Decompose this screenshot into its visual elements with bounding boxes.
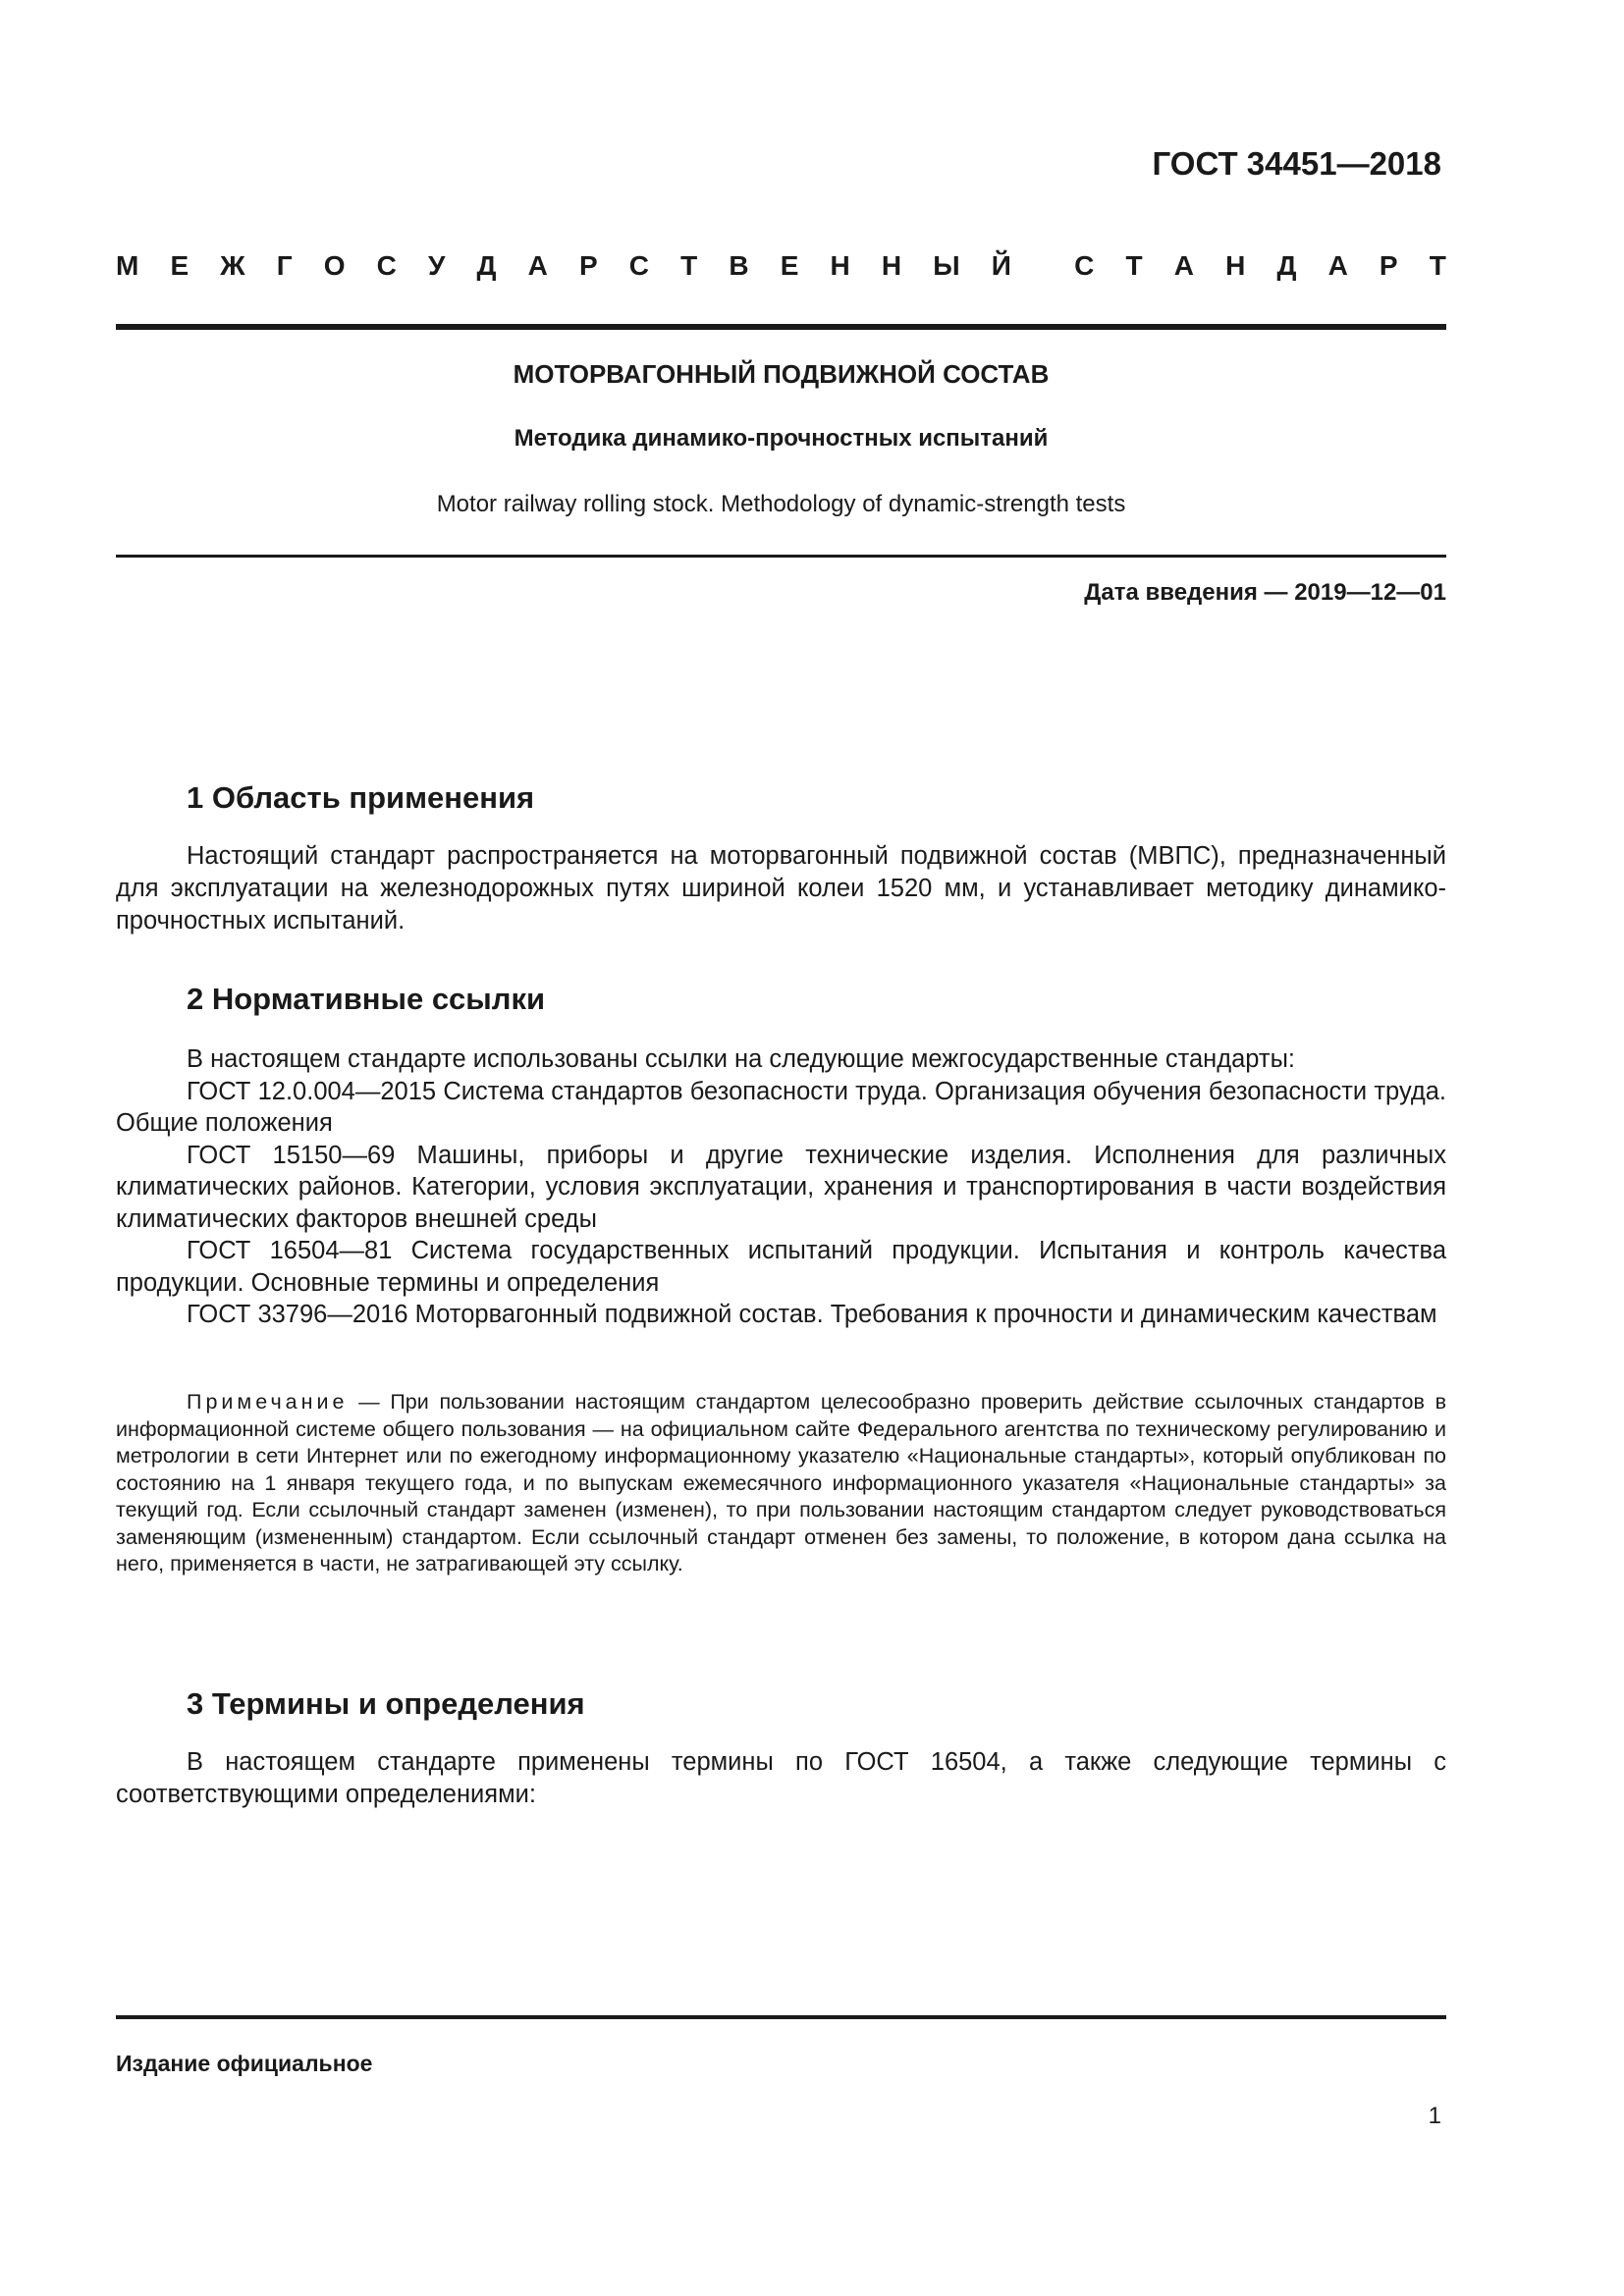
banner-letter: Й bbox=[991, 250, 1011, 281]
header-divider bbox=[116, 324, 1446, 330]
banner-letter: А bbox=[1327, 250, 1348, 281]
banner-letter: О bbox=[323, 250, 346, 281]
document-subtitle: Методика динамико-прочностных испытаний bbox=[514, 425, 1049, 452]
banner-letter: А bbox=[1173, 250, 1194, 281]
document-title-english: Motor railway rolling stock. Methodology of dynamic-strength tests bbox=[436, 491, 1126, 517]
section-1-heading: 1 Область применения bbox=[187, 780, 535, 815]
banner-letter: Ж bbox=[220, 250, 245, 281]
banner-letter: Г bbox=[276, 250, 293, 281]
banner-letter: Р bbox=[1379, 250, 1398, 281]
banner-letter: Д bbox=[1276, 250, 1297, 281]
normative-references-list bbox=[116, 1043, 1446, 1331]
document-title: МОТОРВАГОННЫЙ ПОДВИЖНОЙ СОСТАВ bbox=[513, 359, 1050, 389]
banner-letter: С bbox=[628, 250, 649, 281]
section-1-text: Настоящий стандарт распространяется на моторвагонный подвижной состав (МВПС), предназначенный для эксплуатации на железнодорожных путях шириной колеи 1520 мм, и устанавливает методику динамико-прочностных испытаний. bbox=[116, 842, 1446, 934]
banner-letter: С bbox=[1074, 250, 1095, 281]
footer-divider bbox=[116, 2015, 1446, 2019]
banner-letter: Е bbox=[170, 250, 189, 281]
references-intro: В настоящем стандарте использованы ссылки на следующие межгосударственные стандарты: bbox=[187, 1045, 1295, 1073]
banner-letter: М bbox=[116, 250, 139, 281]
banner-letter: Т bbox=[680, 250, 698, 281]
banner-letter: Н bbox=[1225, 250, 1246, 281]
reference-item: ГОСТ 16504—81 Система государственных испытаний продукции. Испытания и контроль качества продукции. Основные термины и определения bbox=[116, 1237, 1446, 1297]
edition-label: Издание официальное bbox=[116, 2051, 373, 2076]
document-number: ГОСТ 34451—2018 bbox=[1152, 145, 1441, 182]
banner-letter: Е bbox=[780, 250, 799, 281]
note-block bbox=[116, 1389, 1446, 1578]
section-3-text: В настоящем стандарте применены термины по ГОСТ 16504, а также следующие термины с соответствующими определениями: bbox=[116, 1748, 1446, 1808]
title-divider bbox=[116, 555, 1446, 558]
section-3-heading: 3 Термины и определения bbox=[187, 1686, 585, 1721]
reference-item: ГОСТ 33796—2016 Моторвагонный подвижной состав. Требования к прочности и динамическим качествам bbox=[187, 1301, 1437, 1328]
banner-letter: С bbox=[376, 250, 397, 281]
page-number: 1 bbox=[1428, 2103, 1441, 2129]
banner-letter: Н bbox=[830, 250, 850, 281]
reference-item: ГОСТ 15150—69 Машины, приборы и другие технические изделия. Исполнения для различных климатических районов. Категории, условия эксплуатации, хранения и транспортирования в части воздействия климатических факторов внешней среды bbox=[116, 1141, 1446, 1233]
section-2-heading: 2 Нормативные ссылки bbox=[187, 982, 546, 1016]
banner-letter: Р bbox=[578, 250, 598, 281]
note-label: Примечание bbox=[187, 1390, 349, 1414]
banner-letter: А bbox=[527, 250, 548, 281]
effective-date: Дата введения — 2019—12—01 bbox=[1084, 579, 1446, 606]
note-text: — При пользовании настоящим стандартом целесообразно проверить действие ссылочных стандартов в информационной системе общего пользования — на официальном сайте Федерального агентства по техническому регулированию и метрологии в сети Интернет или по ежегодному информационному указателю «Национальные стандарты», который опубликован по состоянию на 1 января текущего года, и по выпускам ежемесячного информационного указателя «Национальные стандарты» за текущий год. Если ссылочный стандарт заменен (изменен), то при пользовании настоящим стандартом следует руководствоваться заменяющим (измененным) стандартом. Если ссылочный стандарт отменен без замены, то положение, в котором дана ссылка на него, применяется в части, не затрагивающей эту ссылку. bbox=[116, 1390, 1446, 1575]
standard-type-banner bbox=[116, 250, 1446, 282]
banner-letter: Д bbox=[476, 250, 497, 281]
banner-letter: Н bbox=[881, 250, 902, 281]
banner-letter: Т bbox=[1125, 250, 1143, 281]
banner-letter: У bbox=[427, 250, 446, 281]
reference-item: ГОСТ 12.0.004—2015 Система стандартов безопасности труда. Организация обучения безопасности труда. Общие положения bbox=[116, 1077, 1446, 1137]
banner-letter: В bbox=[729, 250, 749, 281]
banner-letter: Ы bbox=[933, 250, 960, 281]
banner-letter: Т bbox=[1429, 250, 1446, 281]
